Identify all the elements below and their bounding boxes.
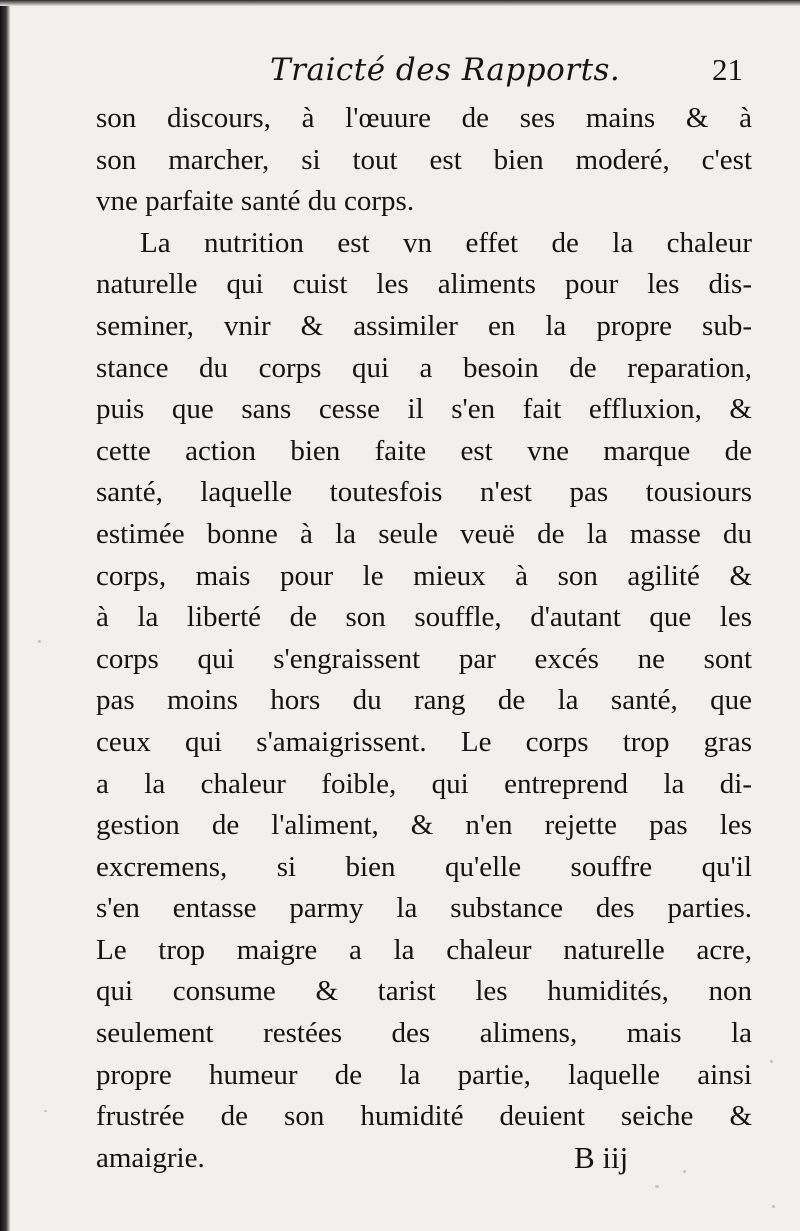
paper-speck: [772, 1205, 775, 1208]
text-line: propre humeur de la partie, laquelle ainsi: [96, 1058, 752, 1091]
paper-speck: [655, 1185, 659, 1188]
text-line: Le trop maigre a la chaleur naturelle acre,: [96, 933, 752, 966]
text-line: amaigrie.: [96, 1141, 205, 1174]
text-line: excremens, si bien qu'elle souffre qu'il: [96, 850, 752, 883]
text-line: seminer, vnir & assimiler en la propre sub-: [96, 309, 752, 342]
text-line: puis que sans cesse il s'en fait effluxion, &: [96, 393, 752, 426]
text-line: vne parfaite santé du corps.: [96, 185, 415, 218]
text-line: ceux qui s'amaigrissent. Le corps trop gras: [96, 725, 752, 758]
paper-speck: [770, 1060, 773, 1063]
text-line: gestion de l'aliment, & n'en rejette pas les: [96, 809, 752, 842]
text-line: corps qui s'engraissent par excés ne sont: [96, 642, 752, 675]
signature-mark: B iij: [574, 1140, 629, 1175]
body-text: [96, 98, 752, 1179]
paper-speck: [683, 1170, 686, 1173]
text-line: estimée bonne à la seule veuë de la masse du: [96, 517, 752, 550]
text-line: frustrée de son humidité deuient seiche &: [96, 1100, 752, 1133]
text-line: son discours, à l'œuure de ses mains & à: [96, 102, 752, 134]
scan-edge-top: [0, 0, 800, 6]
text-line: cette action bien faite est vne marque de: [96, 434, 752, 467]
running-head: [0, 48, 800, 92]
text-line: qui consume & tarist les humidités, non: [96, 975, 752, 1008]
running-title: Traicté des Rapports.: [270, 52, 621, 88]
text-line: corps, mais pour le mieux à son agilité &: [96, 559, 752, 592]
text-line: naturelle qui cuist les aliments pour les dis-: [96, 268, 752, 301]
text-line: a la chaleur foible, qui entreprend la di-: [96, 767, 752, 800]
text-line: pas moins hors du rang de la santé, que: [96, 684, 752, 717]
paper-speck: [44, 1110, 47, 1112]
text-line: à la liberté de son souffle, d'autant que les: [96, 601, 752, 634]
text-line: santé, laquelle toutesfois n'est pas tousiours: [96, 476, 752, 509]
page-number: 21: [712, 52, 743, 87]
text-line: seulement restées des alimens, mais la: [96, 1017, 752, 1050]
paper-speck: [38, 640, 41, 643]
scan-edge-left: [0, 0, 10, 1231]
text-line: stance du corps qui a besoin de reparation,: [96, 351, 752, 384]
paragraph-start-line: La nutrition est vn effet de la chaleur: [140, 226, 752, 259]
text-line: son marcher, si tout est bien moderé, c'est: [96, 143, 752, 176]
text-line: s'en entasse parmy la substance des parties.: [96, 892, 752, 925]
